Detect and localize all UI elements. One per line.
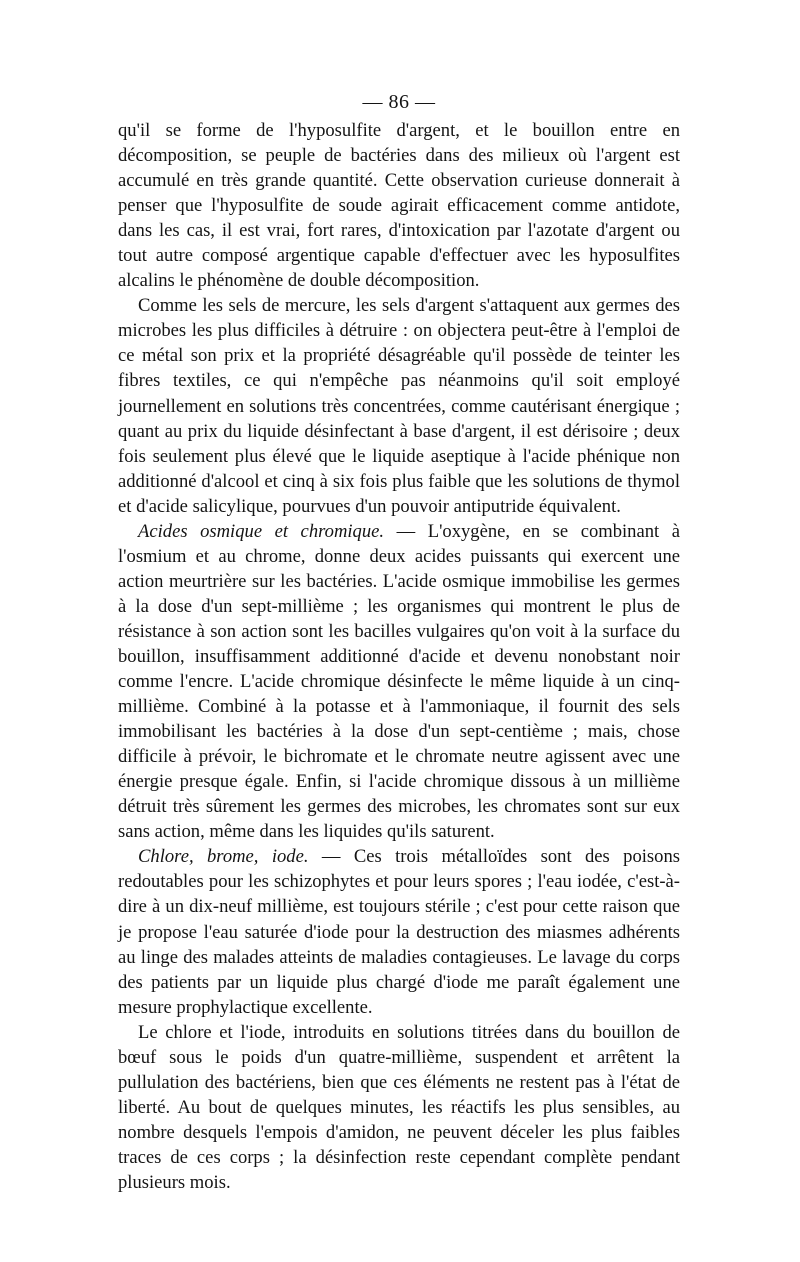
paragraph-text: Comme les sels de mercure, les sels d'argent s'attaquent aux germes des microbes les plus difficiles à détruire : on objectera peut-être à l'emploi de ce métal son prix et la propriété désagréable qu'il possède de teinter les fibres textiles, ce qui n'empêche pas néanmoins qu'il soit employé journellement en solutions très concentrées, comme cautérisant énergique ; quant au prix du liquide désinfectant à base d'argent, il est dérisoire ; deux fois seulement plus élevé que le liquide aseptique à l'acide phénique non additionné d'alcool et cinq à six fois plus faible que les solutions de thymol et d'acide salicylique, pourvues d'un pouvoir antiputride équivalent. — [118, 295, 680, 517]
book-page — [118, 88, 680, 1195]
paragraph — [118, 519, 680, 845]
paragraph — [118, 1020, 680, 1195]
paragraph — [118, 118, 680, 293]
paragraph — [118, 844, 680, 1019]
section-heading: Chlore, brome, iode. — [138, 846, 309, 868]
section-heading: Acides osmique et chromique. — [138, 520, 385, 542]
paragraph-text: — Ces trois métalloïdes sont des poisons redoutables pour les schizophytes et pour leurs spores ; l'eau iodée, c'est-à-dire à un dix-neuf millième, est toujours stérile ; c'est pour cette raison que je propose l'eau saturée d'iode pour la destruction des miasmes adhérents au linge des malades atteints de maladies contagieuses. Le lavage du corps des patients par un liquide plus chargé d'iode me paraît également une mesure prophylactique excellente. — [118, 846, 680, 1018]
paragraph-text: Le chlore et l'iode, introduits en solutions titrées dans du bouillon de bœuf sous le poids d'un quatre-millième, suspendent et arrêtent la pullulation des bactériens, bien que ces éléments ne restent pas à l'état de liberté. Au bout de quelques minutes, les réactifs les plus sensibles, au nombre desquels l'empois d'amidon, ne peuvent déceler les plus faibles traces de ces corps ; la désinfection reste cependant complète pendant plusieurs mois. — [118, 1021, 680, 1193]
paragraph-text: qu'il se forme de l'hyposulfite d'argent, et le bouillon entre en décomposition, se peuple de bactéries dans des milieux où l'argent est accumulé en très grande quantité. Cette observation curieuse donnerait à penser que l'hyposulfite de soude agirait efficacement comme antidote, dans les cas, il est vrai, fort rares, d'intoxication par l'azotate d'argent ou tout autre composé argentique capable d'effectuer avec les hyposulfites alcalins le phénomène de double décomposition. — [118, 120, 680, 292]
paragraph-text: — L'oxygène, en se combinant à l'osmium et au chrome, donne deux acides puissants qui exercent une action meurtrière sur les bactéries. L'acide osmique immobilise les germes à la dose d'un sept-millième ; les organismes qui montrent le plus de résistance à son action sont les bacilles vulgaires qu'on voit à la surface du bouillon, insuffisamment additionné d'acide et devenu nonobstant noir comme l'encre. L'acide chromique désinfecte le même liquide à un cinq-millième. Combiné à la potasse et à l'ammoniaque, il fournit des sels immobilisant les bactéries à la dose d'un sept-centième ; mais, chose difficile à prévoir, le bichromate et le chromate neutre agissent avec une énergie presque égale. Enfin, si l'acide chromique dissous à un millième détruit très sûrement les germes des microbes, les chromates sont sur eux sans action, même dans les liquides qu'ils saturent. — [118, 520, 680, 843]
page-number: — 86 — — [362, 91, 436, 113]
paragraph — [118, 293, 680, 518]
